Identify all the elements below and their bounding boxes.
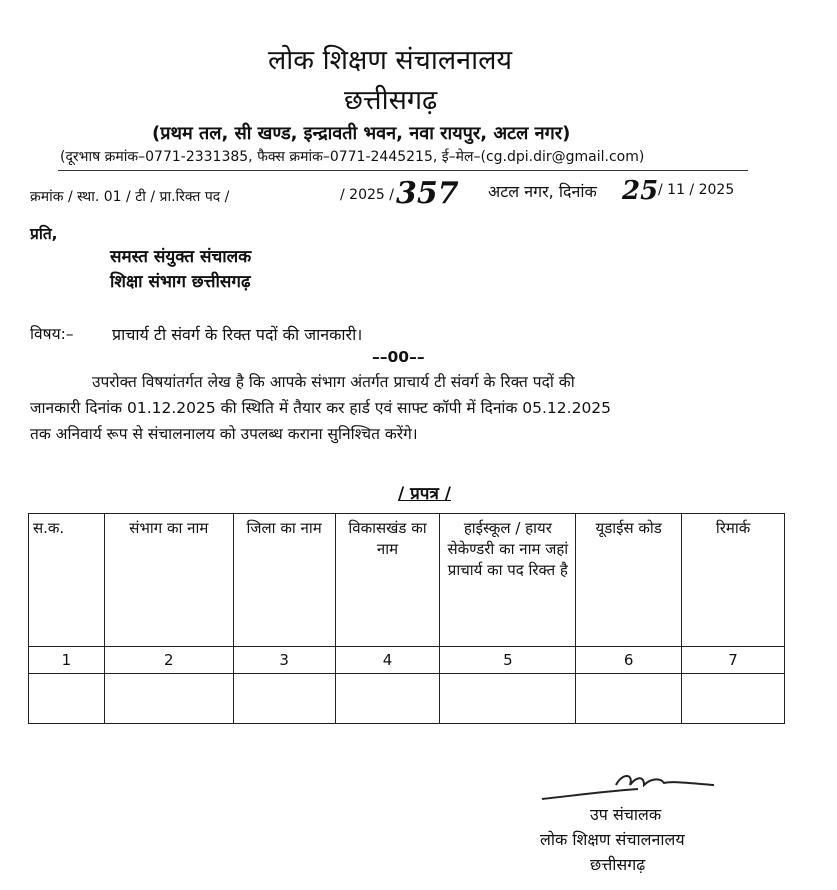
org-contact: (दूरभाष क्रमांक–0771-2331385, फैक्स क्रमांक–0771-2445215, ई–मेल–(cg.dpi.dir@gmail.com) xyxy=(60,149,645,165)
col-number: 2 xyxy=(104,647,233,674)
header-serial: स.क. xyxy=(29,514,105,647)
col-number: 3 xyxy=(233,647,335,674)
body-line3: तक अनिवार्य रूप से संचालनालय को उपलब्ध कराना सुनिश्चित करेंगे। xyxy=(30,425,418,443)
form-heading: / प्रपत्र / xyxy=(398,484,451,504)
header-udise: यूडाईस कोड xyxy=(576,514,682,647)
body-line1: उपरोक्त विषयांतर्गत लेख है कि आपके संभाग अंतर्गत प्राचार्य टी संवर्ग के रिक्त पदों की xyxy=(92,373,575,391)
form-table xyxy=(28,513,785,724)
reference-year: / 2025 / xyxy=(340,187,394,203)
subject-separator: ––00–– xyxy=(372,348,425,366)
reference-number: 357 xyxy=(396,176,459,211)
signature-office: लोक शिक्षण संचालनालय xyxy=(540,830,685,849)
blank-cell xyxy=(440,674,576,724)
header-block: विकासखंड का नाम xyxy=(335,514,440,647)
col-number: 7 xyxy=(682,647,785,674)
header-school: हाईस्कूल / हायर सेकेण्डरी का नाम जहां प्राचार्य का पद रिक्त है xyxy=(440,514,576,647)
reference-prefix: क्रमांक / स्था. 01 / टी / प्रा.रिक्त पद / xyxy=(30,189,230,205)
org-address: (प्रथम तल, सी खण्ड, इन्द्रावती भवन, नवा रायपुर, अटल नगर) xyxy=(152,123,571,144)
signature-state: छत्तीसगढ़ xyxy=(590,855,646,874)
blank-cell xyxy=(335,674,440,724)
reference-day: 25 xyxy=(622,176,659,206)
form-blank-row xyxy=(29,674,785,724)
header-rule xyxy=(58,170,748,171)
blank-cell xyxy=(682,674,785,724)
signature-designation: उप संचालक xyxy=(590,805,662,824)
org-state: छत्तीसगढ़ xyxy=(344,85,438,116)
form-header-row xyxy=(29,514,785,647)
signature-scribble xyxy=(538,765,718,805)
header-division: संभाग का नाम xyxy=(104,514,233,647)
header-remark: रिमार्क xyxy=(682,514,785,647)
col-number: 5 xyxy=(440,647,576,674)
subject-text: प्राचार्य टी संवर्ग के रिक्त पदों की जानकारी। xyxy=(112,325,363,344)
org-name: लोक शिक्षण संचालनालय xyxy=(268,45,513,76)
blank-cell xyxy=(233,674,335,724)
header-district: जिला का नाम xyxy=(233,514,335,647)
recipient-line2: शिक्षा संभाग छत्तीसगढ़ xyxy=(110,272,251,292)
col-number: 1 xyxy=(29,647,105,674)
blank-cell xyxy=(29,674,105,724)
subject-label: विषय:– xyxy=(30,325,74,343)
blank-cell xyxy=(576,674,682,724)
blank-cell xyxy=(104,674,233,724)
col-number: 4 xyxy=(335,647,440,674)
recipient-line1: समस्त संयुक्त संचालक xyxy=(110,247,252,267)
reference-month-year: / 11 / 2025 xyxy=(658,182,735,198)
col-number: 6 xyxy=(576,647,682,674)
form-number-row xyxy=(29,647,785,674)
body-line2: जानकारी दिनांक 01.12.2025 की स्थिति में तैयार कर हार्ड एवं साफ्ट कॉपी में दिनांक 05.12.2025 xyxy=(30,399,612,417)
reference-place-date: अटल नगर, दिनांक xyxy=(488,182,597,201)
recipient-to: प्रति, xyxy=(30,225,58,243)
